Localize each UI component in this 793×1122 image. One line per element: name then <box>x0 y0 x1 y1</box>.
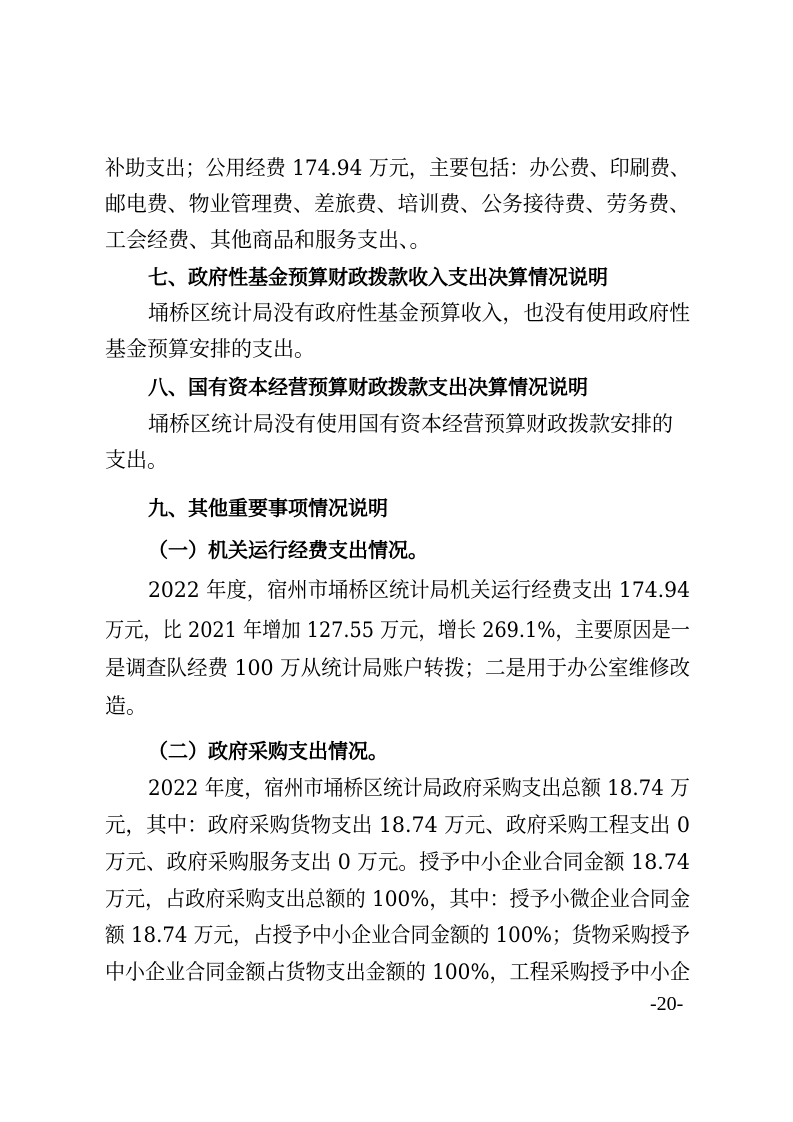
page-number: -20- <box>650 993 684 1015</box>
section-heading: 七、政府性基金预算财政拨款收入支出决算情况说明 <box>148 265 608 289</box>
subsection-heading: （二）政府采购支出情况。 <box>148 739 388 763</box>
section-heading: 九、其他重要事项情况说明 <box>148 496 388 520</box>
subsection-heading: （一）机关运行经费支出情况。 <box>148 538 428 562</box>
section-heading: 八、国有资本经营预算财政拨款支出决算情况说明 <box>148 375 588 399</box>
document-page: 补助支出；公用经费 174.94 万元，主要包括：办公费、印刷费、 邮电费、物业管理费、差旅费、培训费、公务接待费、劳务费、 工会经费、其他商品和服务支出、。 七、政府性基金预算财政拨款收入支出决算情况说明 埇桥区统计局没有政府性基金预算收入，也没有使用政府性 基金预算安排的支出。 八、国有资本经营预算财政拨款支出决算情况说明 埇桥区统计局没有使用国有资本经营预算财政拨款安排的 支出。 九、其他重要事项情况说明 （一）机关运行经费支出情况。 2022 年度，宿州市埇桥区统计局机关运行经费支出 174.94 万元，比 2021 年增加 127.55 万元，增长 269.1%，主要原因是一 是调查队经费 100 万从统计局账户转拨；二是用于办公室维修改 造。 （二）政府采购支出情况。 2022 年度，宿州市埇桥区统计局政府采购支出总额 18.74 万 元，其中：政府采购货物支出 18.74 万元、政府采购工程支出 0 万元、政府采购服务支出 0 万元。授予中小企业合同金额 18.74 万元，占政府采购支出总额的 100%，其中：授予小微企业合同金 额 18.74 万元，占授予中小企业合同金额的 100%；货物采购授予 中小企业合同金额占货物支出金额的 100%，工程采购授予中小企 -20- <box>0 0 793 1122</box>
